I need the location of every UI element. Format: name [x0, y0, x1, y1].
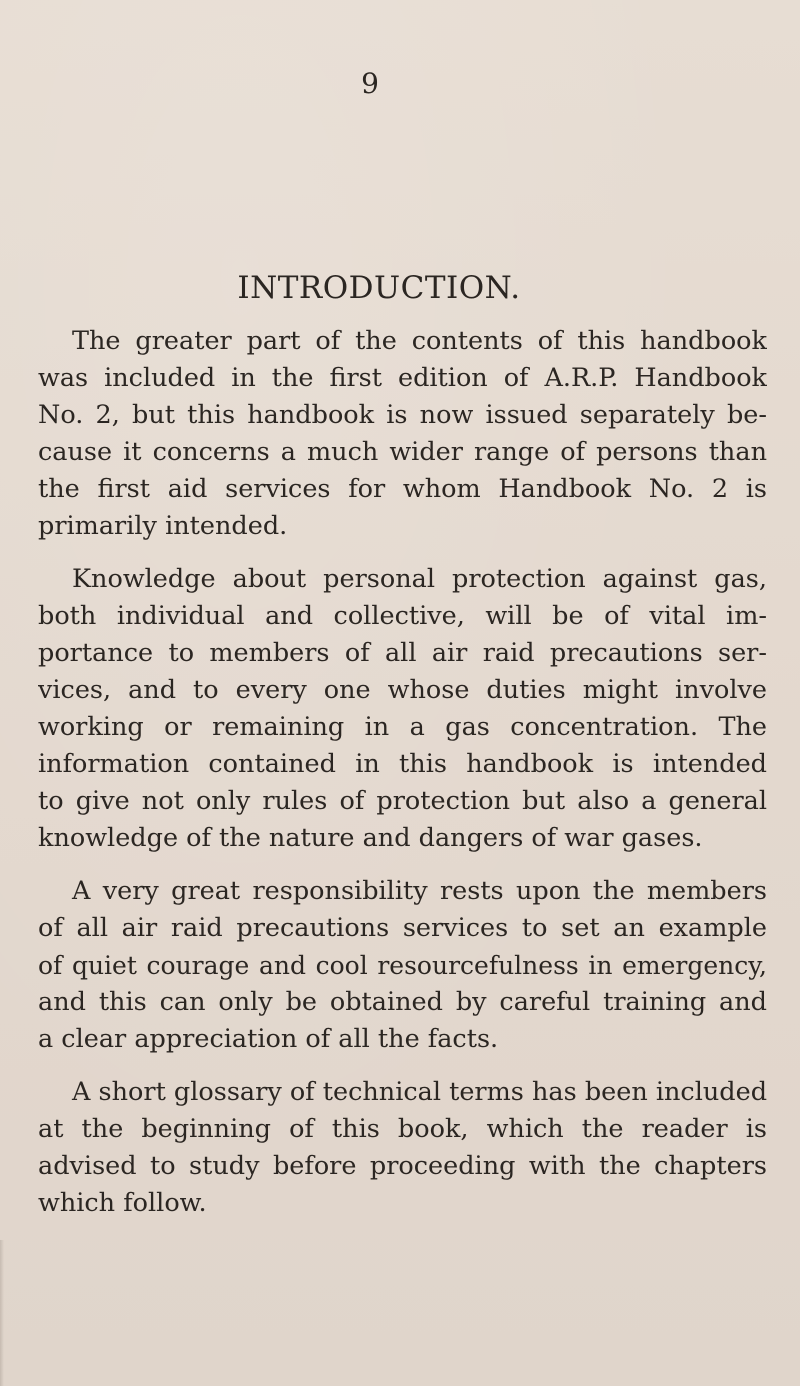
text-line: cause it concerns a much wider range of persons than: [38, 437, 767, 467]
text-line: primarily intended.: [38, 511, 288, 541]
body-text: [38, 323, 767, 1238]
text-line: at the beginning of this book, which the reader is: [38, 1114, 767, 1144]
text-line: information contained in this handbook is intended: [38, 749, 767, 779]
text-line: Knowledge about personal protection against gas,: [72, 564, 767, 594]
paragraph: [38, 1074, 767, 1222]
text-line: The greater part of the contents of this handbook: [72, 326, 767, 356]
text-line: both individual and collective, will be of vital im-: [38, 601, 767, 631]
page-number: 9: [361, 67, 379, 100]
text-line: of quiet courage and cool resourcefulness in emergency,: [38, 951, 767, 980]
text-line: a clear appreciation of all the facts.: [38, 1024, 499, 1054]
text-line: was included in the first edition of A.R.P. Handbook: [38, 363, 767, 393]
text-line: A short glossary of technical terms has been included: [72, 1077, 767, 1107]
page-edge-shadow: [0, 1240, 4, 1386]
text-line: No. 2, but this handbook is now issued separately be-: [38, 400, 767, 430]
text-line: and this can only be obtained by careful training and: [38, 987, 767, 1017]
text-line: working or remaining in a gas concentration. The: [38, 712, 767, 742]
text-line: advised to study before proceeding with the chapters: [38, 1151, 767, 1181]
text-line: of all air raid precautions services to set an example: [38, 913, 767, 943]
page-title: INTRODUCTION.: [237, 270, 521, 306]
text-line: A very great responsibility rests upon the members: [72, 876, 767, 906]
text-line: which follow.: [38, 1188, 207, 1218]
text-line: to give not only rules of protection but also a general: [38, 786, 767, 816]
paragraph: [38, 323, 767, 545]
text-line: vices, and to every one whose duties might involve: [38, 675, 767, 705]
paragraph: [38, 873, 767, 1058]
paragraph: [38, 561, 767, 857]
text-line: the first aid services for whom Handbook No. 2 is: [38, 474, 767, 504]
text-line: knowledge of the nature and dangers of war gases.: [38, 823, 703, 853]
text-line: portance to members of all air raid precautions ser-: [38, 638, 767, 668]
